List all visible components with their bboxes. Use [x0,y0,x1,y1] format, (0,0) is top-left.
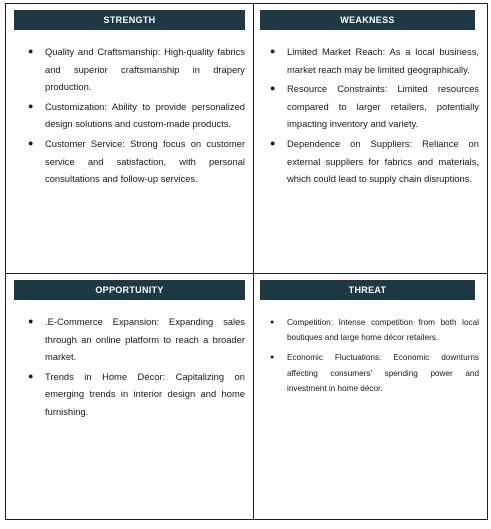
opportunity-list [28,313,245,423]
list-item-text: Dependence on Suppliers: Reliance on external suppliers for fabrics and materials, which could lead to supply chain disruptions. [287,137,479,185]
bullet-icon: ● [28,137,34,148]
opportunity-header: OPPORTUNITY [14,280,245,300]
bullet-icon: ● [28,370,34,381]
list-item [28,313,245,366]
threat-header: THREAT [260,280,475,300]
bullet-icon: ● [28,46,34,56]
list-item-text: Quality and Craftsmanship: High-quality fabrics and superior craftsmanship in drapery production. [45,46,245,93]
list-item-text: Economic Fluctuations: Economic downturns affecting consumers' spending power and investment in home décor. [287,353,479,393]
list-item [28,43,245,96]
list-item-text: Customer Service: Strong focus on customer service and satisfaction, with personal consultations and follow-up services. [45,137,245,185]
list-item-text: Resource Constraints: Limited resources compared to larger retailers, potentially impacting inventory and variety. [287,83,479,130]
list-item [270,135,479,188]
bullet-icon: ● [270,83,276,94]
bullet-icon: ● [270,354,275,362]
list-item-text: .E-Commerce Expansion: Expanding sales through an online platform to reach a broader market. [45,316,245,363]
list-item-text: Limited Market Reach: As a local business, market reach may be limited geographically. [287,46,479,75]
list-item [28,135,245,188]
weakness-header: WEAKNESS [260,10,475,30]
strength-list [28,43,245,190]
bullet-icon: ● [28,100,34,111]
bullet-icon: ● [28,316,34,326]
swot-table [5,3,488,520]
weakness-cell [254,4,487,273]
list-item [28,98,245,133]
list-item [28,368,245,421]
threat-list [270,315,479,401]
weakness-list [270,43,479,190]
strength-header: STRENGTH [14,10,245,30]
list-item-text: Trends in Home Décor: Capitalizing on emerging trends in interior design and home furnishing. [45,370,245,417]
list-item [270,315,479,345]
threat-cell [254,274,487,519]
opportunity-cell [6,274,253,519]
list-item [270,350,479,396]
list-item [270,43,479,78]
bullet-icon: ● [270,319,275,326]
list-item-text: Competition: Intense competition from both local boutiques and large home décor retailers. [287,318,479,343]
strength-cell [6,4,253,273]
list-item [270,80,479,133]
bullet-icon: ● [270,137,276,148]
list-item-text: Customization: Ability to provide personalized design solutions and custom-made products. [45,100,245,130]
bullet-icon: ● [270,46,276,56]
